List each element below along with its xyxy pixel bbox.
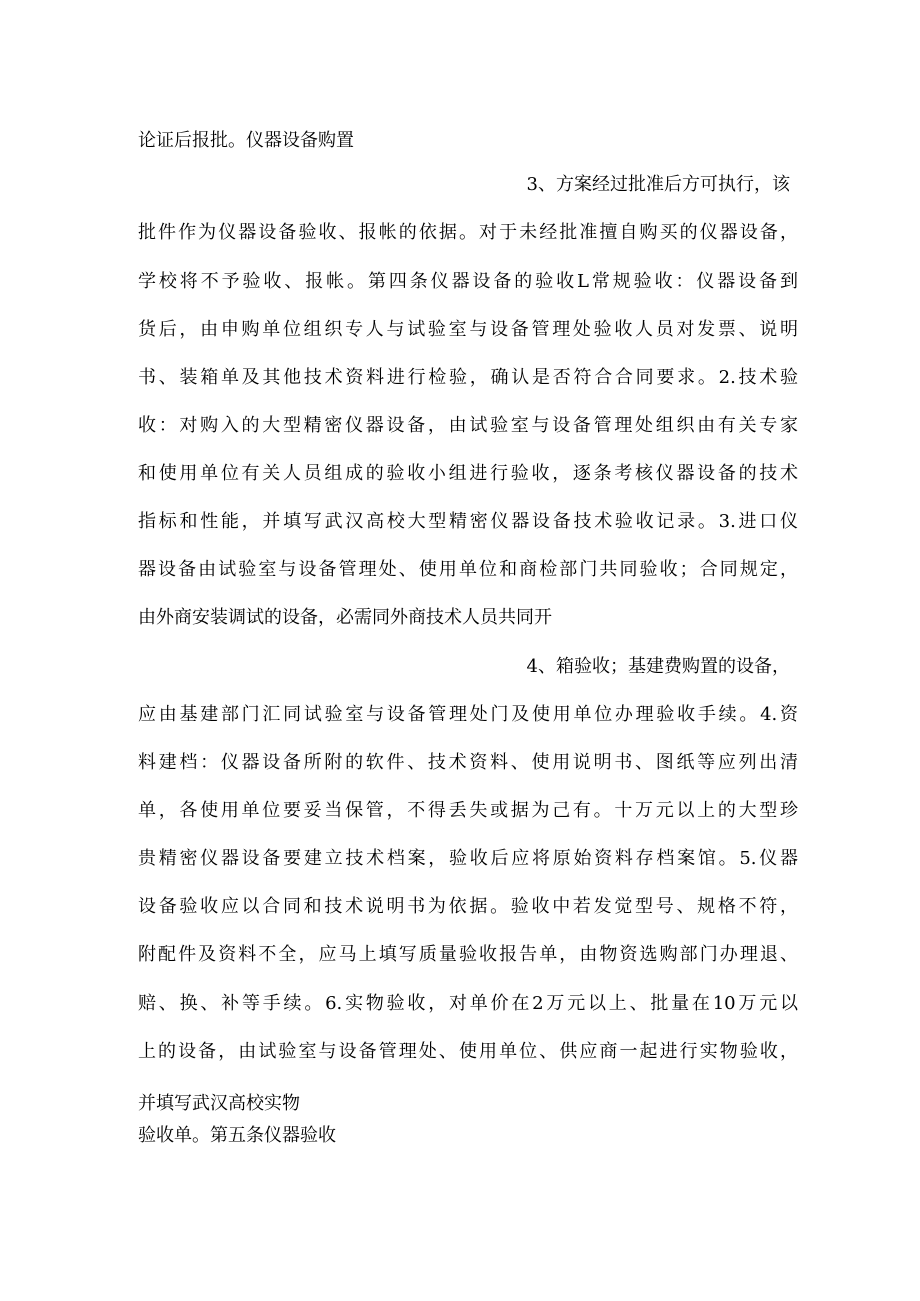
text-line-20: 上的设备，由试验室与设备管理处、使用单位、供应商一起进行实物验收，	[138, 1041, 798, 1062]
text-line-9: 指标和性能，并填写武汉高校大型精密仪器设备技术验收记录。3.进口仪	[138, 511, 798, 532]
text-line-11: 由外商安装调试的设备，必需同外商技术人员共同开	[138, 607, 552, 628]
text-line-7: 收：对购入的大型精密仪器设备，由试验室与设备管理处组织由有关专家	[138, 415, 798, 436]
text-line-17: 设备验收应以合同和技术说明书为依据。验收中若发觉型号、规格不符，	[138, 896, 798, 917]
text-line-21: 并填写武汉高校实物	[138, 1093, 300, 1114]
text-line-5: 货后，由申购单位组织专人与试验室与设备管理处验收人员对发票、说明	[138, 319, 798, 340]
text-line-12: 4、箱验收；基建费购置的设备，	[526, 656, 790, 677]
text-line-8: 和使用单位有关人员组成的验收小组进行验收，逐条考核仪器设备的技术	[138, 463, 798, 484]
text-line-15: 单，各使用单位要妥当保管，不得丢失或据为己有。十万元以上的大型珍	[138, 800, 798, 821]
text-line-14: 料建档：仪器设备所附的软件、技术资料、使用说明书、图纸等应列出清	[138, 752, 798, 773]
text-line-10: 器设备由试验室与设备管理处、使用单位和商检部门共同验收；合同规定，	[138, 559, 798, 580]
text-line-4: 学校将不予验收、报帐。第四条仪器设备的验收L常规验收：仪器设备到	[138, 271, 798, 292]
text-line-18: 附配件及资料不全，应马上填写质量验收报告单，由物资选购部门办理退、	[138, 944, 798, 965]
text-line-3: 批件作为仪器设备验收、报帐的依据。对于未经批准擅自购买的仪器设备，	[138, 222, 798, 243]
text-line-22: 验收单。第五条仪器验收	[138, 1125, 336, 1146]
text-line-19: 赔、换、补等手续。6.实物验收，对单价在2万元以上、批量在10万元以	[138, 993, 798, 1014]
text-line-13: 应由基建部门汇同试验室与设备管理处门及使用单位办理验收手续。4.资	[138, 704, 798, 725]
text-line-2: 3、方案经过批准后方可执行，该	[526, 174, 790, 195]
text-line-1: 论证后报批。仪器设备购置	[138, 130, 354, 151]
text-line-6: 书、装箱单及其他技术资料进行检验，确认是否符合合同要求。2.技术验	[138, 367, 798, 388]
text-line-16: 贵精密仪器设备要建立技术档案，验收后应将原始资料存档案馆。5.仪器	[138, 848, 798, 869]
